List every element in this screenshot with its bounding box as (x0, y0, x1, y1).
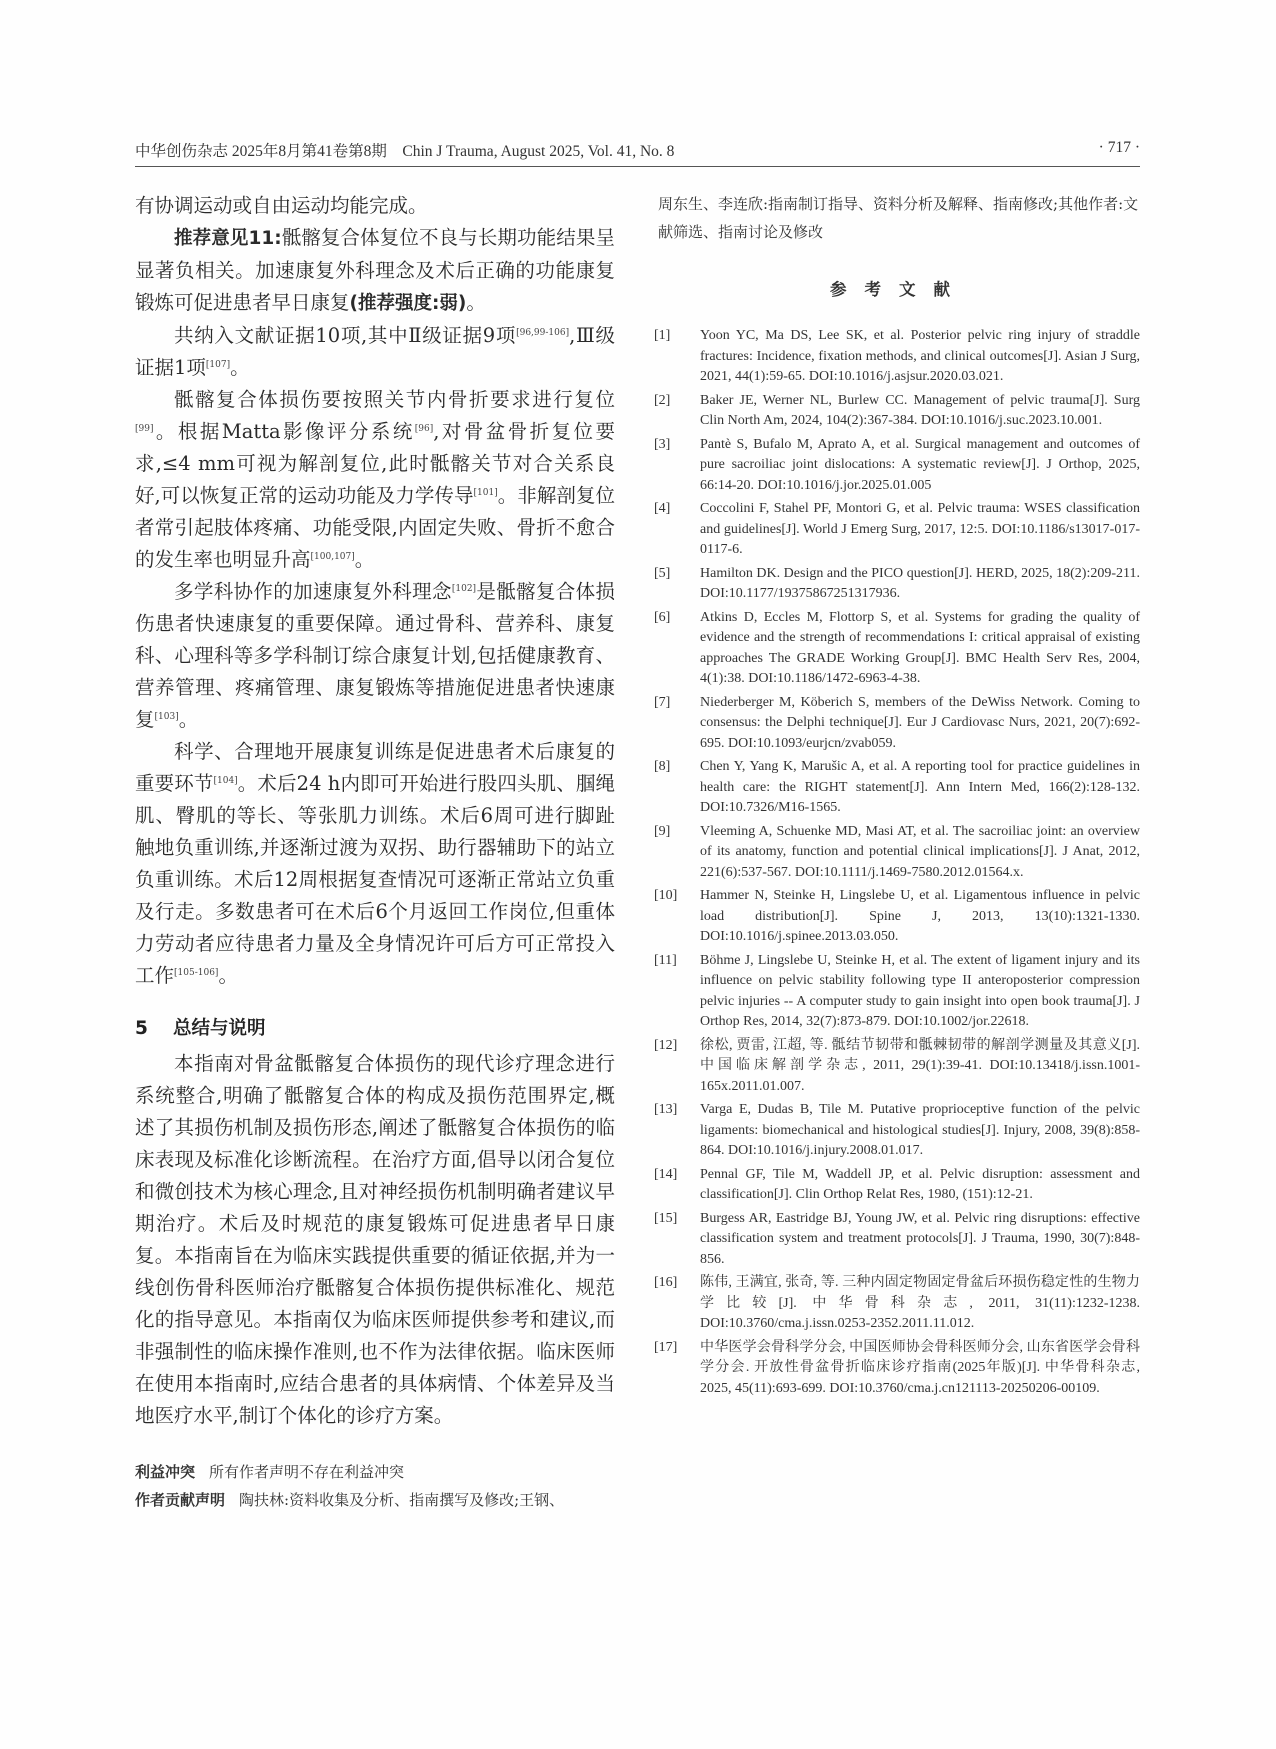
multidisciplinary-paragraph (135, 576, 615, 736)
header-journal-en: Chin J Trauma, August 2025, Vol. 41, No. 8 (402, 143, 675, 160)
evidence-paragraph (135, 320, 615, 384)
header-journal-cn: 中华创伤杂志 2025年8月第41卷第8期 (135, 143, 387, 160)
coi-label: 利益冲突 (135, 1463, 196, 1481)
reference-text: Pantè S, Bufalo M, Aprato A, et al. Surgical management and outcomes of pure sacroiliac joint dislocations: A systematic review[J]. J Orthop, 2025, 66:14-20. DOI:10.1016/j.jor.2025.01.005 (700, 436, 1140, 493)
text-run: 是骶髂复合体损伤患者快速康复的重要保障。通过骨科、营养科、康复科、心理科等多学科制订综合康复计划,包括健康教育、营养管理、疼痛管理、康复锻炼等措施促进患者快速康复 (135, 580, 615, 731)
reference-item (654, 435, 1140, 497)
reference-item (654, 757, 1140, 819)
reference-text: 中华医学会骨科学分会, 中国医师协会骨科医师分会, 山东省医学会骨科学分会. 开放性骨盆骨折临床诊疗指南(2025年版)[J]. 中华骨科杂志, 2025, 45(11):693-699. DOI:10.3760/cma.j.cn121113-20250206-00109. (700, 1339, 1140, 1396)
reference-number: [17] (654, 1339, 678, 1355)
left-column (135, 190, 615, 1514)
citation: [99] (135, 424, 154, 434)
reference-number: [6] (654, 609, 671, 625)
rehabilitation-paragraph (135, 736, 615, 992)
reference-item (654, 564, 1140, 605)
text-run: 。非解剖复位者常引起肢体疼痛、功能受限,内固定失败、骨折不愈合的发生率也明显升高 (135, 484, 615, 571)
reference-text: Pennal GF, Tile M, Waddell JP, et al. Pelvic disruption: assessment and classification[J]. Clin Orthop Relat Res, 1980, (151):12-21. (700, 1166, 1140, 1202)
citation: [103] (154, 712, 179, 722)
reference-text: Baker JE, Werner NL, Burlew CC. Management of pelvic trauma[J]. Surg Clin North Am, 2024, 104(2):367-384. DOI:10.1016/j.suc.2023.10.001. (700, 392, 1140, 428)
citation: [104] (213, 776, 238, 786)
reference-number: [7] (654, 694, 671, 710)
text-run: 。术后24 h内即可开始进行股四头肌、腘绳肌、臀肌的等长、等张肌力训练。术后6周可进行脚趾触地负重训练,并逐渐过渡为双拐、助行器辅助下的站立负重训练。术后12周根据复查情况可逐渐正常站立负重及行走。多数患者可在术后6个月返回工作岗位,但重体力劳动者应待患者力量及全身情况许可后方可正常投入工作 (135, 772, 615, 987)
recommendation-strength: (推荐强度:弱) (349, 293, 467, 314)
reference-item (654, 326, 1140, 388)
reference-text: Hammer N, Steinke H, Lingslebe U, et al. Ligamentous influence in pelvic load distribution[J]. Spine J, 2013, 13(10):1321-1330. DOI:10.1016/j.spinee.2013.03.050. (700, 888, 1140, 944)
reference-item (654, 1165, 1140, 1206)
text-run: 。 (178, 708, 199, 731)
citation: [96,99-106] (516, 328, 570, 338)
reference-number: [3] (654, 436, 671, 452)
recommendation-label: 推荐意见11: (174, 228, 282, 249)
reference-number: [12] (654, 1037, 678, 1053)
recommendation-text: 骶髂复合体复位不良与长期功能结果呈显著负相关。加速康复外科理念及术后正确的功能康复锻炼可促进患者早日康复 (135, 226, 615, 314)
right-column (654, 190, 1140, 1402)
conflict-of-interest (135, 1458, 615, 1486)
running-header (135, 139, 1140, 167)
reference-text: Burgess AR, Eastridge BJ, Young JW, et al. Pelvic ring disruptions: effective classification system and treatment protocols[J]. J Trauma, 1990, 30(7):848-856. (700, 1210, 1140, 1267)
text-run: 科学、合理地开展康复训练是促进患者术后康复的重要环节 (135, 740, 615, 795)
text-run: 共纳入文献证据10项,其中Ⅱ级证据9项 (174, 324, 517, 347)
reference-item (654, 391, 1140, 432)
reference-text: Coccolini F, Stahel PF, Montori G, et al. Pelvic trauma: WSES classification and guidelines[J]. World J Emerg Surg, 2017, 12:5. DOI:10.1186/s13017-017-0117-6. (700, 501, 1140, 557)
summary-paragraph: 本指南对骨盆骶髂复合体损伤的现代诊疗理念进行系统整合,明确了骶髂复合体的构成及损伤范围界定,概述了其损伤机制及损伤形态,阐述了骶髂复合体损伤的临床表现及标准化诊断流程。在治疗方面,倡导以闭合复位和微创技术为核心理念,且对神经损伤机制明确者建议早期治疗。术后及时规范的康复锻炼可促进患者早日康复。本指南旨在为临床实践提供重要的循证依据,并为一线创伤骨科医师治疗骶髂复合体损伤提供标准化、规范化的指导意见。本指南仅为临床医师提供参考和建议,而非强制性的临床操作准则,也不作为法律依据。临床医师在使用本指南时,应结合患者的具体病情、个体差异及当地医疗水平,制订个体化的诊疗方案。 (135, 1052, 615, 1427)
recommendation-11 (135, 222, 615, 320)
text-run: 。 (354, 548, 375, 571)
punctuation: 。 (466, 291, 486, 314)
text-run: 。根据Matta影像评分系统 (153, 420, 415, 443)
header-page-number: · 717 · (1098, 139, 1140, 156)
reference-item (654, 1209, 1140, 1271)
section-title: 总结与说明 (173, 1018, 266, 1039)
coi-text: 所有作者声明不存在利益冲突 (209, 1463, 405, 1481)
reference-number: [2] (654, 392, 671, 408)
section-heading (135, 1014, 615, 1044)
text-run: ,对骨盆骨折复位要求,≤4 mm可视为解剖复位,此时骶髂关节对合关系良好,可以恢复正常的运动功能及力学传导 (135, 420, 616, 507)
reference-item (654, 1338, 1140, 1400)
reference-number: [16] (654, 1275, 678, 1290)
reference-number: [4] (654, 501, 671, 516)
section-number: 5 (135, 1018, 148, 1039)
reference-item (654, 1273, 1140, 1335)
reference-number: [1] (654, 328, 671, 343)
reference-text: Atkins D, Eccles M, Flottorp S, et al. Systems for grading the quality of evidence and the strength of recommendations I: critical appraisal of existing approaches The GRADE Working Group[J]. BMC Health Serv Res, 2004, 4(1):38. DOI:10.1186/1472-6963-4-38. (700, 609, 1140, 686)
paragraph-continuation: 有协调运动或自由运动均能完成。 (135, 194, 428, 217)
citation: [100,107] (310, 552, 355, 562)
reference-number: [8] (654, 759, 671, 774)
reference-text: Chen Y, Yang K, Marušic A, et al. A reporting tool for practice guidelines in health care: the RIGHT statement[J]. Ann Intern Med, 166(2):128-132. DOI:10.7326/M16-1565. (700, 759, 1140, 815)
reference-list (654, 326, 1140, 1399)
reference-item (654, 951, 1140, 1033)
reduction-paragraph (135, 384, 615, 576)
reference-item (654, 608, 1140, 690)
reference-item (654, 1100, 1140, 1162)
reference-item (654, 822, 1140, 884)
author-contribution-continued: 周东生、李连欣:指南制订指导、资料分析及解释、指南修改;其他作者:文献筛选、指南讨论及修改 (658, 195, 1139, 241)
text-run: 多学科协作的加速康复外科理念 (174, 580, 452, 603)
reference-text: 陈伟, 王满宜, 张奇, 等. 三种内固定物固定骨盆后环损伤稳定性的生物力学比较[J]. 中华骨科杂志, 2011, 31(11):1232-1238. DOI:10.3760/cma.j.issn.0253-2352.2011.11.012. (700, 1275, 1140, 1331)
reference-text: 徐松, 贾雷, 江超, 等. 骶结节韧带和骶棘韧带的解剖学测量及其意义[J]. 中国临床解剖学杂志, 2011, 29(1):39-41. DOI:10.13418/j.issn.1001-165x.2011.01.007. (700, 1037, 1140, 1094)
reference-item (654, 1036, 1140, 1098)
reference-text: Varga E, Dudas B, Tile M. Putative proprioceptive function of the pelvic ligaments: biomechanical and histological studies[J]. Injury, 2008, 39(8):858-864. DOI:10.1016/j.injury.2008.01.017. (700, 1102, 1140, 1158)
reference-number: [13] (654, 1102, 678, 1117)
citation: [107] (205, 360, 231, 370)
citation: [101] (473, 488, 498, 498)
declarations (135, 1458, 615, 1514)
reference-text: Hamilton DK. Design and the PICO question[J]. HERD, 2025, 18(2):209-211. DOI:10.1177/19375867251317936. (700, 565, 1140, 601)
reference-item (654, 886, 1140, 948)
text-run: 骶髂复合体损伤要按照关节内骨折要求进行复位 (174, 388, 615, 411)
reference-item (654, 693, 1140, 755)
reference-text: Yoon YC, Ma DS, Lee SK, et al. Posterior pelvic ring injury of straddle fractures: Incidence, fixation methods, and clinical outcomes[J]. Asian J Surg, 2021, 44(1):59-65. DOI:10.1016/j.asjsur.2020.03.021. (700, 328, 1140, 384)
citation: [105-106] (174, 968, 219, 978)
reference-item (654, 499, 1140, 561)
references-heading: 参考文献 (830, 280, 968, 299)
header-journal-info (135, 139, 674, 161)
citation: [102] (451, 584, 477, 594)
contrib-label: 作者贡献声明 (135, 1491, 226, 1509)
citation: [96] (414, 424, 434, 434)
reference-number: [11] (654, 952, 677, 968)
text-run: 。 (230, 356, 250, 379)
reference-number: [15] (654, 1210, 678, 1226)
reference-number: [9] (654, 823, 671, 839)
reference-number: [5] (654, 565, 671, 581)
reference-number: [10] (654, 888, 678, 903)
reference-text: Böhme J, Lingslebe U, Steinke H, et al. The extent of ligament injury and its influence on pelvic stability following type II anteroposterior compression pelvic injuries -- A computer study to gain insight into open book trauma[J]. J Orthop Res, 2014, 32(7):873-879. DOI:10.1002/jor.22618. (700, 952, 1140, 1029)
text-run: ,Ⅲ级证据1项 (135, 324, 615, 379)
reference-number: [14] (654, 1166, 678, 1182)
reference-text: Niederberger M, Köberich S, members of the DeWiss Network. Coming to consensus: the Delphi technique[J]. Eur J Cardiovasc Nurs, 2021, 20(7):692-695. DOI:10.1093/eurjcn/zvab059. (700, 694, 1140, 751)
author-contribution (135, 1486, 615, 1514)
contrib-text: 陶扶林:资料收集及分析、指南撰写及修改;王钢、 (239, 1491, 565, 1509)
reference-text: Vleeming A, Schuenke MD, Masi AT, et al. The sacroiliac joint: an overview of its anatomy, function and potential clinical implications[J]. J Anat, 2012, 221(6):537-567. DOI:10.1111/j.1469-7580.2012.01564.x. (700, 823, 1140, 880)
text-run: 。 (218, 964, 238, 987)
